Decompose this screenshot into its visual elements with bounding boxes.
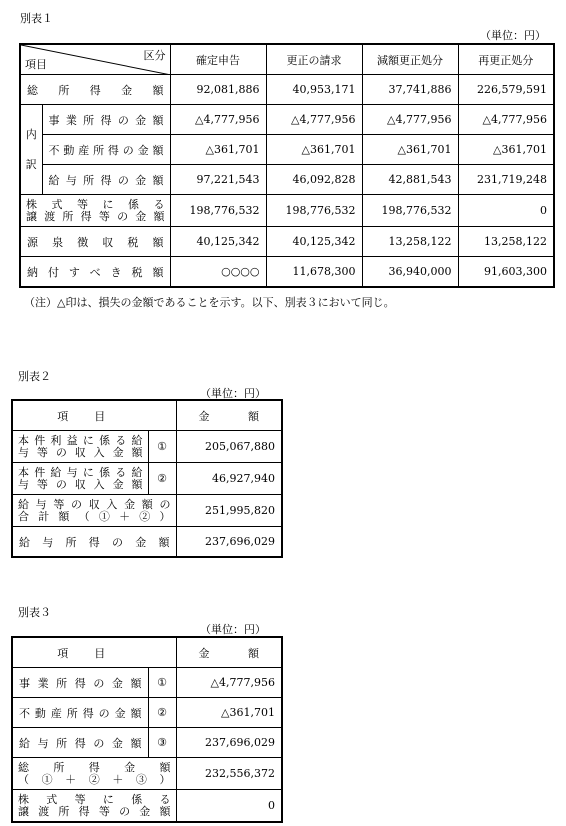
t1-cell: 37,741,886 <box>362 75 458 105</box>
t3-row-mark: ③ <box>148 728 176 758</box>
t1-table <box>19 43 555 288</box>
t3-row-value: 237,696,029 <box>176 728 282 758</box>
t2-row-label <box>12 431 148 463</box>
t1-unit: （単位：円） <box>480 29 546 42</box>
t2-row-label-line2: 与等の収入金額 <box>18 477 143 491</box>
t3-stock-label <box>12 790 176 823</box>
t1-cell: 42,881,543 <box>362 165 458 195</box>
t2-salary-label: 給与所得の金額 <box>12 527 176 558</box>
t3-row-value: △361,701 <box>176 698 282 728</box>
t3-table <box>11 636 283 823</box>
t2-row-mark: ② <box>148 463 176 495</box>
t1-cell: 92,081,886 <box>170 75 266 105</box>
t1-cell: 13,258,122 <box>458 227 554 257</box>
t2-row-label-line2: 与等の収入金額 <box>18 445 143 459</box>
t3-header-item: 項目 <box>12 637 176 668</box>
t3-total-value: 232,556,372 <box>176 758 282 790</box>
t1-cell: △4,777,956 <box>266 105 362 135</box>
t1-breakdown-label <box>20 105 42 195</box>
t1-cell: 13,258,122 <box>362 227 458 257</box>
t1-cell: ○○○○ <box>170 257 266 288</box>
t1-cell: 198,776,532 <box>170 195 266 227</box>
t2-sum-value: 251,995,820 <box>176 495 282 527</box>
t1-breakdown-char: 内 <box>25 127 37 141</box>
t2-header-item: 項目 <box>12 400 176 431</box>
t1-cell: 91,603,300 <box>458 257 554 288</box>
t1-cell: △4,777,956 <box>362 105 458 135</box>
t3-unit: （単位：円） <box>200 623 266 636</box>
t2-row-label-line1: 本件給与に係る給 <box>18 465 143 479</box>
t1-cell: 0 <box>458 195 554 227</box>
t3-row-value: △4,777,956 <box>176 668 282 698</box>
t1-row-label: 不動産所得の金額 <box>42 135 170 165</box>
t2-row-value: 205,067,880 <box>176 431 282 463</box>
t2-title: 別表２ <box>18 370 51 383</box>
t2-table <box>11 399 283 558</box>
t2-sum-label-line1: 給与等の収入金額の <box>18 497 171 511</box>
t1-row-label: 事業所得の金額 <box>42 105 170 135</box>
t1-corner-cell <box>20 44 170 75</box>
t2-sum-label-line2: 合計額（①＋②） <box>18 509 171 523</box>
t2-row-label-line1: 本件利益に係る給 <box>18 433 143 447</box>
t1-title: 別表１ <box>20 12 53 25</box>
t3-stock-label-line1: 株式等に係る <box>18 792 171 806</box>
t1-total-income-label: 総所得金額 <box>20 75 170 105</box>
t1-cell: 198,776,532 <box>266 195 362 227</box>
t3-row-label: 給与所得の金額 <box>12 728 148 758</box>
t1-cell: △4,777,956 <box>458 105 554 135</box>
t1-header: 再更正処分 <box>458 44 554 75</box>
t1-note: （注）△印は、損失の金額であることを示す。以下、別表３において同じ。 <box>24 296 395 309</box>
t1-header: 減額更正処分 <box>362 44 458 75</box>
t1-cell: 40,125,342 <box>266 227 362 257</box>
t1-cell: △361,701 <box>266 135 362 165</box>
t1-cell: 231,719,248 <box>458 165 554 195</box>
t2-sum-label <box>12 495 176 527</box>
t1-payable-label: 納付すべき税額 <box>20 257 170 288</box>
t1-stock-label-line1: 株式等に係る <box>26 197 165 211</box>
t1-row-label: 給与所得の金額 <box>42 165 170 195</box>
t1-cell: 46,092,828 <box>266 165 362 195</box>
t2-salary-value: 237,696,029 <box>176 527 282 558</box>
t3-stock-label-line2: 譲渡所得等の金額 <box>18 804 171 818</box>
t1-cell: △361,701 <box>170 135 266 165</box>
t2-row-value: 46,927,940 <box>176 463 282 495</box>
t3-row-mark: ① <box>148 668 176 698</box>
t3-row-mark: ② <box>148 698 176 728</box>
t1-header: 更正の請求 <box>266 44 362 75</box>
t3-total-label-line1: 総所得金額 <box>18 760 171 774</box>
t1-cell: 11,678,300 <box>266 257 362 288</box>
t1-corner-left: 項目 <box>25 58 47 71</box>
t3-total-label <box>12 758 176 790</box>
t2-unit: （単位：円） <box>200 387 266 400</box>
t1-cell: △361,701 <box>458 135 554 165</box>
t1-stock-label-line2: 譲渡所得等の金額 <box>26 209 165 223</box>
t3-header-amount: 金額 <box>176 637 282 668</box>
t1-cell: 198,776,532 <box>362 195 458 227</box>
t3-row-label: 不動産所得の金額 <box>12 698 148 728</box>
t1-header: 確定申告 <box>170 44 266 75</box>
t1-cell: 226,579,591 <box>458 75 554 105</box>
t2-header-amount: 金額 <box>176 400 282 431</box>
t3-row-label: 事業所得の金額 <box>12 668 148 698</box>
t1-breakdown-char: 訳 <box>25 157 37 171</box>
t3-title: 別表３ <box>18 606 51 619</box>
t1-cell: 97,221,543 <box>170 165 266 195</box>
t1-cell: 40,125,342 <box>170 227 266 257</box>
t1-withholding-label: 源泉徴収税額 <box>20 227 170 257</box>
t3-stock-value: 0 <box>176 790 282 823</box>
t1-cell: 36,940,000 <box>362 257 458 288</box>
t1-cell: 40,953,171 <box>266 75 362 105</box>
t1-stock-label <box>20 195 170 227</box>
t2-row-label <box>12 463 148 495</box>
t1-cell: △361,701 <box>362 135 458 165</box>
t1-corner-right: 区分 <box>143 49 166 62</box>
t2-row-mark: ① <box>148 431 176 463</box>
t1-cell: △4,777,956 <box>170 105 266 135</box>
t3-total-label-line2: （①＋②＋③） <box>18 772 171 786</box>
